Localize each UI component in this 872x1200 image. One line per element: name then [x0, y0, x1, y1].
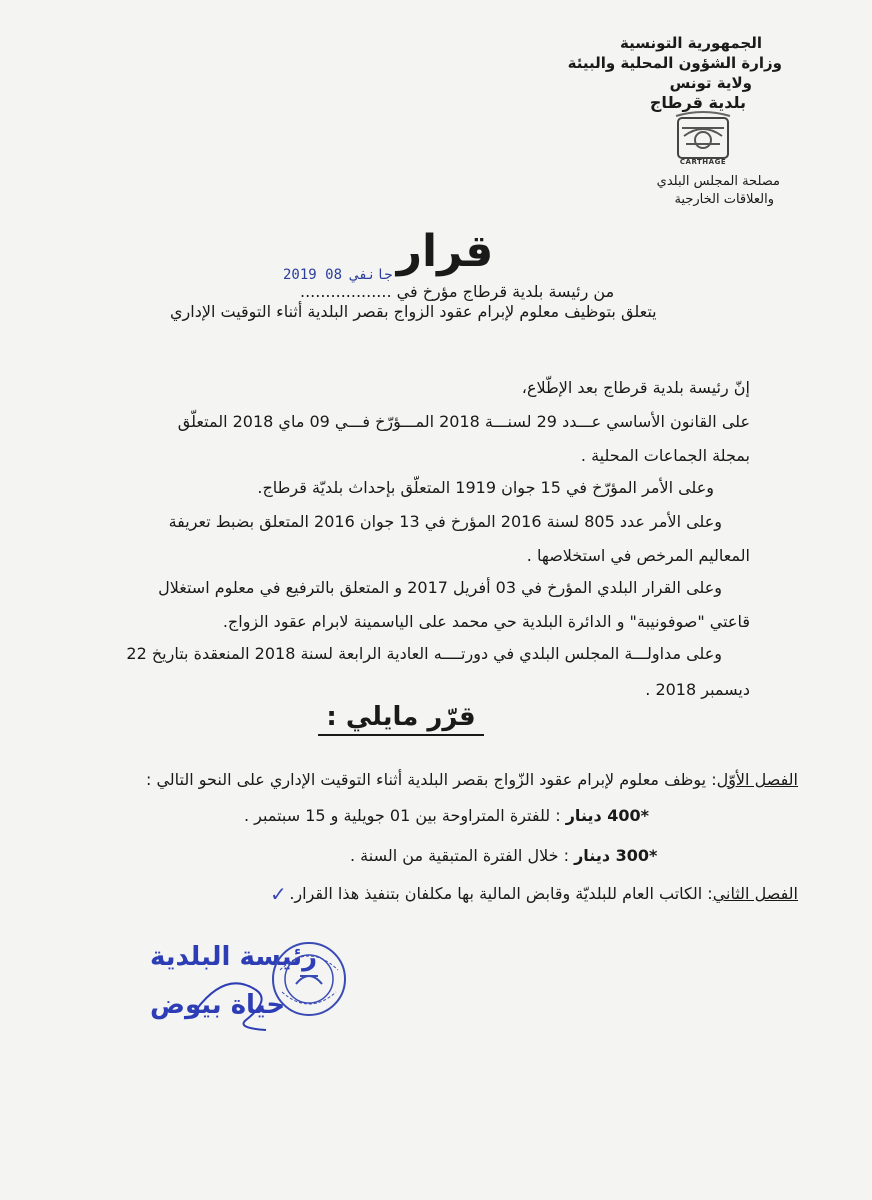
intro-line-2: يتعلق بتوظيف معلوم لإبرام عقود الزواج بقصر البلدية أثناء التوقيت الإداري — [170, 302, 657, 321]
document-title: قرار — [396, 226, 494, 277]
signature-stroke-icon — [186, 960, 286, 1040]
signature-name: حياة بيوض — [150, 990, 286, 1020]
body-line-10: ديسمبر 2018 . — [645, 680, 750, 699]
article-1-label: الفصل الأوّل — [716, 770, 798, 789]
fee-item-1-amount: *400 دينار — [565, 806, 650, 825]
article-2-label: الفصل الثاني — [712, 884, 798, 903]
article-2-text: : الكاتب العام للبلديّة وقابض المالية بها مكلفان بتنفيذ هذا القرار. — [289, 884, 713, 903]
fee-item-2-amount: *300 دينار — [574, 846, 658, 865]
ministry-line: وزارة الشؤون المحلية والبيئة — [567, 54, 782, 72]
fee-item-1 — [244, 806, 649, 825]
body-line-5: وعلى الأمر عدد 805 لسنة 2016 المؤرخ في 13 جوان 2016 المتعلق بضبط تعريفة — [168, 512, 722, 531]
logo-caption: CARTHAGE — [679, 158, 727, 166]
body-line-4: وعلى الأمر المؤرّخ في 15 جوان 1919 المتعلّق بإحداث بلديّة قرطاج. — [257, 478, 714, 497]
body-line-3: بمجلة الجماعات المحلية . — [580, 446, 750, 465]
article-1-text: : يوظف معلوم لإبرام عقود الزّواج بقصر البلدية أثناء التوقيت الإداري على النحو التالي : — [145, 770, 717, 789]
body-line-1: إنّ رئيسة بلدية قرطاج بعد الإطّلاع، — [521, 378, 750, 397]
article-1 — [146, 770, 798, 789]
decision-heading: قرّر مايلي : — [318, 702, 484, 736]
governorate-line: ولاية تونس — [669, 74, 752, 92]
signature-title: رئيسة البلدية — [150, 942, 318, 972]
body-line-9: وعلى مداولـــة المجلس البلدي في دورتــــه العادية الرابعة لسنة 2018 المنعقدة بتاريخ 22 — [126, 644, 722, 663]
republic-line: الجمهورية التونسية — [620, 34, 762, 52]
article-2 — [289, 884, 798, 903]
department-line-2: والعلاقات الخارجية — [674, 192, 774, 207]
date-stamp: 2019 جانفي 08 — [283, 267, 393, 283]
intro-line-1: من رئيسة بلدية قرطاج مؤرخ في .................. — [300, 282, 615, 301]
municipality-line: بلدية قرطاج — [649, 93, 746, 112]
body-line-8: قاعتي "صوفونيبة" و الدائرة البلدية حي محمد على الياسمينة لابرام عقود الزواج. — [222, 612, 750, 631]
body-line-7: وعلى القرار البلدي المؤرخ في 03 أفريل 2017 و المتعلق بالترفيع في معلوم استغلال — [158, 578, 722, 597]
fee-item-2 — [350, 846, 657, 865]
department-line-1: مصلحة المجلس البلدي — [656, 174, 780, 189]
handwritten-mark-icon: ✓ — [270, 882, 287, 906]
body-line-2: على القانون الأساسي عـــدد 29 لسنـــة 2018 المـــؤرّخ فـــي 09 ماي 2018 المتعلّق — [177, 412, 750, 431]
body-line-6: المعاليم المرخص في استخلاصها . — [526, 546, 750, 565]
fee-item-1-text: : للفترة المتراوحة بين 01 جويلية و 15 سبتمبر . — [244, 806, 561, 825]
fee-item-2-text: : خلال الفترة المتبقية من السنة . — [350, 846, 569, 865]
